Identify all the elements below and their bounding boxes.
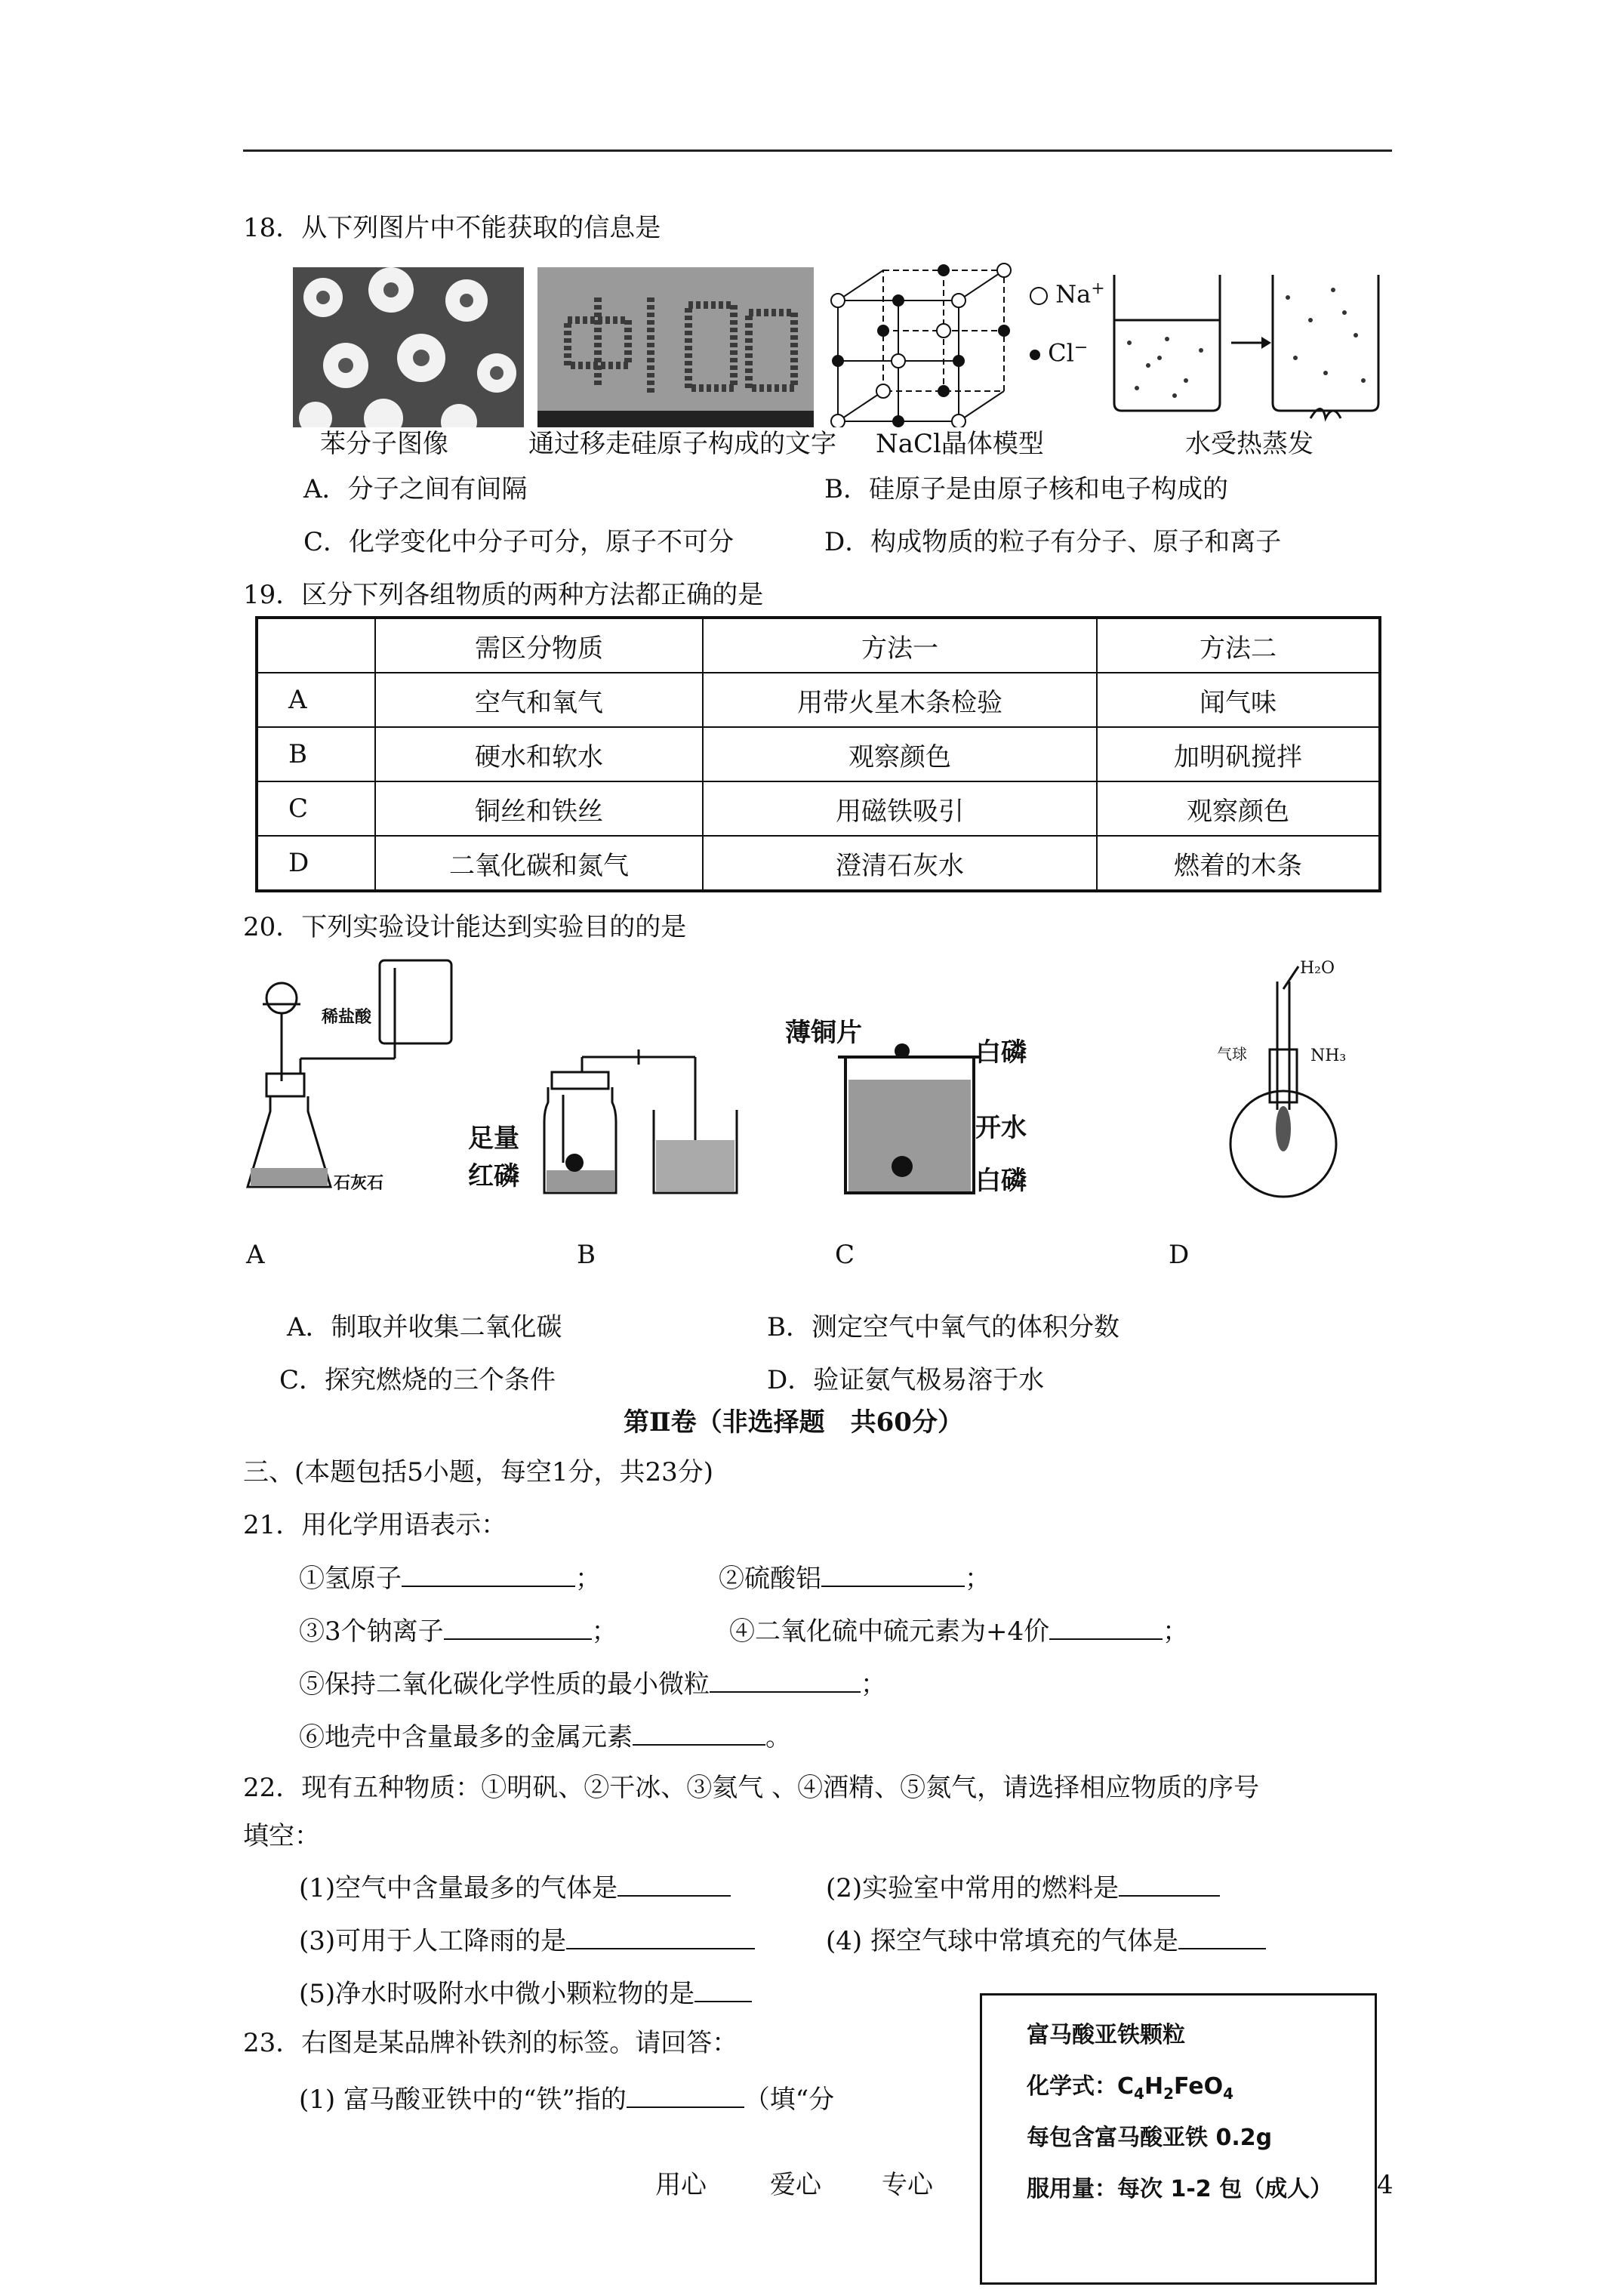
q21-sep: ； bbox=[861, 1669, 886, 1700]
fig-d-label-balloon: 气球 bbox=[1217, 1045, 1247, 1063]
benzene-molecule-image bbox=[293, 267, 524, 427]
table-cell: 闻气味 bbox=[1097, 673, 1380, 727]
answer-blank[interactable] bbox=[821, 1560, 965, 1587]
q22-stem-line1: 22．现有五种物质：①明矾、②干冰、③氦气 、④酒精、⑤氮气，请选择相应物质的序号 bbox=[243, 1773, 1260, 1803]
q20-figure-a bbox=[240, 953, 459, 1202]
table-cell: B bbox=[257, 727, 375, 781]
silicon-atom-text-image bbox=[537, 267, 814, 427]
fig-d-label-water: H₂O bbox=[1300, 959, 1335, 978]
q19-table bbox=[255, 616, 1381, 892]
q20-option-a: A．制取并收集二氧化碳 bbox=[287, 1312, 562, 1342]
q18-caption-water: 水受热蒸发 bbox=[1185, 429, 1313, 459]
q22-item-1 bbox=[299, 1869, 731, 1905]
answer-blank[interactable] bbox=[1119, 1869, 1220, 1897]
q21-item-3-text: ③3个钠离子 bbox=[299, 1616, 444, 1647]
fig-a-label-acid: 稀盐酸 bbox=[322, 1008, 372, 1027]
q22-item-2 bbox=[826, 1869, 1220, 1905]
table-cell: 硬水和软水 bbox=[375, 727, 703, 781]
fig-a-label-limestone: 石灰石 bbox=[334, 1174, 384, 1193]
q22-item-4-text: (4) 探空气球中常填充的气体是 bbox=[826, 1926, 1178, 1956]
q21-item-5-text: ⑤保持二氧化碳化学性质的最小微粒 bbox=[299, 1669, 710, 1700]
answer-blank[interactable] bbox=[627, 2081, 744, 2108]
table-cell: D bbox=[257, 836, 375, 891]
table-cell: 澄清石灰水 bbox=[703, 836, 1097, 891]
q18-option-c: C．化学变化中分子可分，原子不可分 bbox=[303, 527, 735, 557]
na-legend bbox=[1030, 279, 1105, 309]
answer-blank[interactable] bbox=[1049, 1613, 1163, 1640]
table-row bbox=[257, 673, 1380, 727]
q23-item-1-tail: （填“分 bbox=[744, 2085, 835, 2115]
q21-end: 。 bbox=[765, 1722, 791, 1752]
fig-c-label-phosphorus-top: 白磷 bbox=[975, 1037, 1027, 1068]
fig-c-label-phosphorus-bottom: 白磷 bbox=[975, 1166, 1027, 1196]
table-cell: A bbox=[257, 673, 375, 727]
fig-c-label-hot-water: 开水 bbox=[975, 1113, 1027, 1143]
q22-item-5 bbox=[299, 1975, 752, 2011]
q21-item-2 bbox=[719, 1560, 990, 1595]
q20-figure-letter-b: B bbox=[577, 1240, 596, 1270]
label-content: 每包含富马酸亚铁 0.2g bbox=[1027, 2125, 1273, 2151]
table-cell: 二氧化碳和氮气 bbox=[375, 836, 703, 891]
table-row bbox=[257, 727, 1380, 781]
q20-figure-d bbox=[1208, 959, 1389, 1200]
answer-blank[interactable] bbox=[1178, 1922, 1266, 1949]
q21-stem: 21．用化学用语表示： bbox=[243, 1510, 507, 1540]
q21-item-2-text: ②硫酸铝 bbox=[719, 1564, 821, 1594]
table-header-cell: 方法一 bbox=[703, 618, 1097, 673]
q21-item-1-text: ①氢原子 bbox=[299, 1564, 402, 1594]
q18-option-d: D．构成物质的粒子有分子、原子和离子 bbox=[824, 527, 1282, 557]
fig-d-label-nh3: NH₃ bbox=[1310, 1046, 1347, 1065]
label-formula-prefix: 化学式： bbox=[1027, 2073, 1117, 2100]
q18-caption-nacl: NaCl晶体模型 bbox=[876, 429, 1044, 459]
q20-option-b: B．测定空气中氧气的体积分数 bbox=[767, 1312, 1119, 1342]
q20-option-c: C．探究燃烧的三个条件 bbox=[279, 1365, 556, 1395]
q23-stem: 23．右图是某品牌补铁剂的标签。请回答： bbox=[243, 2028, 738, 2058]
table-cell: C bbox=[257, 781, 375, 836]
q20-figure-c bbox=[830, 1042, 989, 1208]
q22-item-3-text: (3)可用于人工降雨的是 bbox=[299, 1926, 567, 1956]
table-cell: 铜丝和铁丝 bbox=[375, 781, 703, 836]
table-row bbox=[257, 836, 1380, 891]
na-label: Na bbox=[1055, 279, 1092, 309]
q20-figure-letter-c: C bbox=[835, 1240, 855, 1270]
table-cell: 燃着的木条 bbox=[1097, 836, 1380, 891]
answer-blank[interactable] bbox=[694, 1975, 752, 2002]
q21-sep: ； bbox=[965, 1564, 990, 1594]
table-row bbox=[257, 781, 1380, 836]
answer-blank[interactable] bbox=[444, 1613, 592, 1640]
q23-item-1 bbox=[299, 2081, 834, 2116]
footer-word-1: 用心 bbox=[655, 2170, 707, 2200]
label-formula-line bbox=[1027, 2067, 1233, 2103]
q21-item-6 bbox=[299, 1718, 791, 1754]
water-evaporation-image bbox=[1107, 267, 1394, 427]
fig-b-label-1: 足量 bbox=[468, 1123, 519, 1154]
q21-item-4-text: ④二氧化硫中硫元素为+4价 bbox=[729, 1616, 1050, 1647]
cl-ion-symbol bbox=[1030, 350, 1040, 360]
section-2-title: 第Ⅱ卷（非选择题 共60分） bbox=[624, 1407, 963, 1438]
q21-item-5 bbox=[299, 1666, 886, 1701]
table-cell: 空气和氧气 bbox=[375, 673, 703, 727]
label-formula: $C_4H_2FeO_4$ bbox=[1117, 2073, 1234, 2103]
header-rule bbox=[243, 149, 1392, 152]
q20-figure-letter-a: A bbox=[246, 1240, 265, 1270]
page-number: 4 bbox=[1377, 2170, 1394, 2200]
q21-item-3 bbox=[299, 1613, 617, 1648]
q22-stem-line2: 填空： bbox=[243, 1821, 320, 1851]
cl-legend bbox=[1030, 338, 1088, 368]
answer-blank[interactable] bbox=[566, 1922, 755, 1949]
q22-item-2-text: (2)实验室中常用的燃料是 bbox=[826, 1873, 1119, 1903]
q23-item-1-text: (1) 富马酸亚铁中的“铁”指的 bbox=[299, 2085, 627, 2115]
table-header-cell: 需区分物质 bbox=[375, 618, 703, 673]
q18-option-b: B．硅原子是由原子核和电子构成的 bbox=[824, 474, 1228, 504]
fig-b-label-2: 红磷 bbox=[468, 1161, 519, 1191]
q21-item-6-text: ⑥地壳中含量最多的金属元素 bbox=[299, 1722, 633, 1752]
q21-sep: ； bbox=[575, 1564, 601, 1594]
q22-item-5-text: (5)净水时吸附水中微小颗粒物的是 bbox=[299, 1979, 695, 2009]
q22-item-1-text: (1)空气中含量最多的气体是 bbox=[299, 1873, 618, 1903]
q21-item-4 bbox=[729, 1613, 1188, 1648]
q20-figure-letter-d: D bbox=[1169, 1240, 1190, 1270]
footer-word-2: 爱心 bbox=[770, 2170, 821, 2200]
cl-label: Cl bbox=[1048, 338, 1074, 368]
table-cell: 加明矾搅拌 bbox=[1097, 727, 1380, 781]
table-cell: 观察颜色 bbox=[703, 727, 1097, 781]
fig-c-label-copper: 薄铜片 bbox=[785, 1018, 862, 1048]
answer-blank[interactable] bbox=[633, 1718, 765, 1746]
q21-sep: ； bbox=[591, 1616, 617, 1647]
na-ion-symbol bbox=[1030, 287, 1048, 305]
cl-charge: − bbox=[1073, 338, 1089, 357]
q18-caption-benzene: 苯分子图像 bbox=[320, 429, 448, 459]
table-cell: 用磁铁吸引 bbox=[703, 781, 1097, 836]
q19-stem: 19．区分下列各组物质的两种方法都正确的是 bbox=[243, 580, 764, 610]
q20-option-d: D．验证氨气极易溶于水 bbox=[767, 1365, 1045, 1395]
nacl-crystal-model bbox=[830, 263, 1027, 427]
table-header-cell: 方法二 bbox=[1097, 618, 1380, 673]
answer-blank[interactable] bbox=[402, 1560, 575, 1587]
na-charge: + bbox=[1091, 279, 1105, 298]
table-header-cell bbox=[257, 618, 375, 673]
q22-item-4 bbox=[826, 1922, 1266, 1958]
q18-stem: 18．从下列图片中不能获取的信息是 bbox=[243, 213, 661, 243]
section-3-title: 三、(本题包括5小题，每空1分，共23分) bbox=[243, 1457, 714, 1487]
answer-blank[interactable] bbox=[617, 1869, 731, 1897]
answer-blank[interactable] bbox=[710, 1666, 861, 1693]
table-cell: 用带火星木条检验 bbox=[703, 673, 1097, 727]
label-dosage: 服用量：每次 1-2 包（成人） bbox=[1027, 2176, 1333, 2202]
q21-sep: ； bbox=[1163, 1616, 1189, 1647]
q18-caption-silicon: 通过移走硅原子构成的文字 bbox=[528, 429, 836, 459]
label-product-name: 富马酸亚铁颗粒 bbox=[1027, 2022, 1185, 2048]
footer-word-3: 专心 bbox=[882, 2170, 933, 2200]
q22-item-3 bbox=[299, 1922, 755, 1958]
q21-item-1 bbox=[299, 1560, 601, 1595]
q18-option-a: A．分子之间有间隔 bbox=[303, 474, 528, 504]
table-cell: 观察颜色 bbox=[1097, 781, 1380, 836]
q20-stem: 20．下列实验设计能达到实验目的的是 bbox=[243, 912, 687, 942]
table-header-row bbox=[257, 618, 1380, 673]
